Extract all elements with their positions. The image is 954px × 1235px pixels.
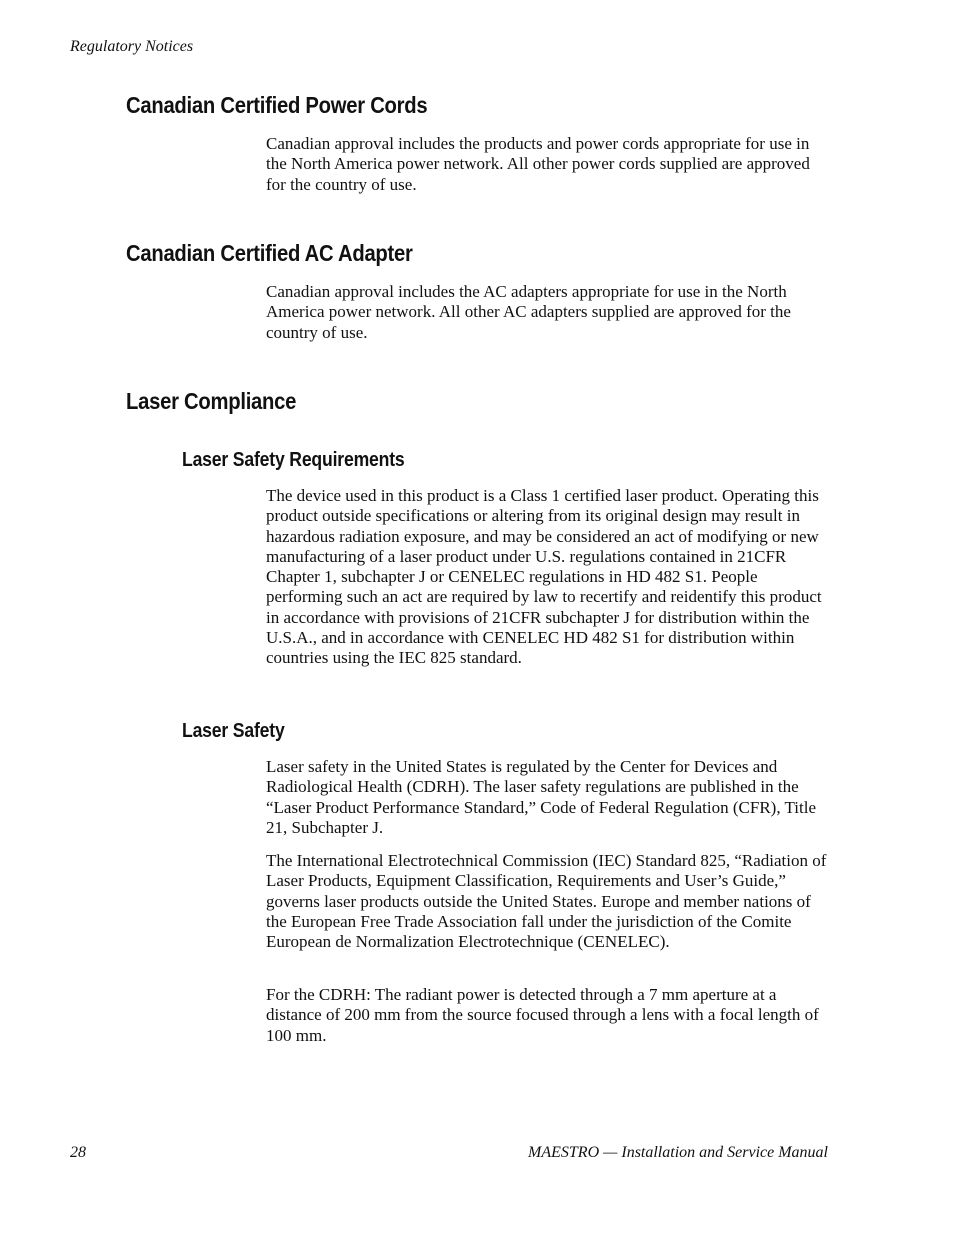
heading-laser-safety: Laser Safety <box>182 720 285 742</box>
paragraph-laser-safety-measurement: For the CDRH: The radiant power is detected through a 7 mm aperture at a distance of 200 mm from the source focused through a lens with a focal length of 100 mm. <box>266 985 819 1045</box>
paragraph-laser-safety-requirements: The device used in this product is a Class 1 certified laser product. Operating this product outside specifications or altering from its original design may result in hazardous radiation exposure, and may be considered an act of modifying or new manufacturing of a laser product under U.S. regulations contained in 21CFR Chapter 1, subchapter J or CENELEC regulations in HD 482 S1. People performing such an act are required by law to recertify and reidentify this product in accordance with provisions of 21CFR subchapter J for distribution within the U.S.A., and in accordance with CENELEC HD 482 S1 for distribution within countries using the IEC 825 standard. <box>266 486 822 667</box>
manual-title: MAESTRO — Installation and Service Manual <box>528 1144 828 1161</box>
paragraph-ac-adapter: Canadian approval includes the AC adapters appropriate for use in the North America power network. All other AC adapters supplied are approved for the country of use. <box>266 282 791 342</box>
page-number: 28 <box>70 1144 86 1161</box>
heading-power-cords: Canadian Certified Power Cords <box>126 92 428 118</box>
heading-ac-adapter: Canadian Certified AC Adapter <box>126 240 413 266</box>
heading-laser-safety-requirements: Laser Safety Requirements <box>182 449 405 471</box>
paragraph-laser-safety-cdrh: Laser safety in the United States is regulated by the Center for Devices and Radiological Health (CDRH). The laser safety regulations are published in the “Laser Product Performance Standard,” Code of Federal Regulation (CFR), Title 21, Subchapter J. <box>266 757 817 837</box>
paragraph-power-cords: Canadian approval includes the products and power cords appropriate for use in the North America power network. All other power cords supplied are approved for the country of use. <box>266 134 810 194</box>
paragraph-laser-safety-iec: The International Electrotechnical Commission (IEC) Standard 825, “Radiation of Laser Products, Equipment Classification, Requirements and User’s Guide,” governs laser products outside the United States. Europe and member nations of the European Free Trade Association fall under the jurisdiction of the Comite European de Normalization Electrotechnique (CENELEC). <box>266 851 827 951</box>
heading-laser-compliance: Laser Compliance <box>126 388 297 414</box>
running-head: Regulatory Notices <box>70 38 194 55</box>
